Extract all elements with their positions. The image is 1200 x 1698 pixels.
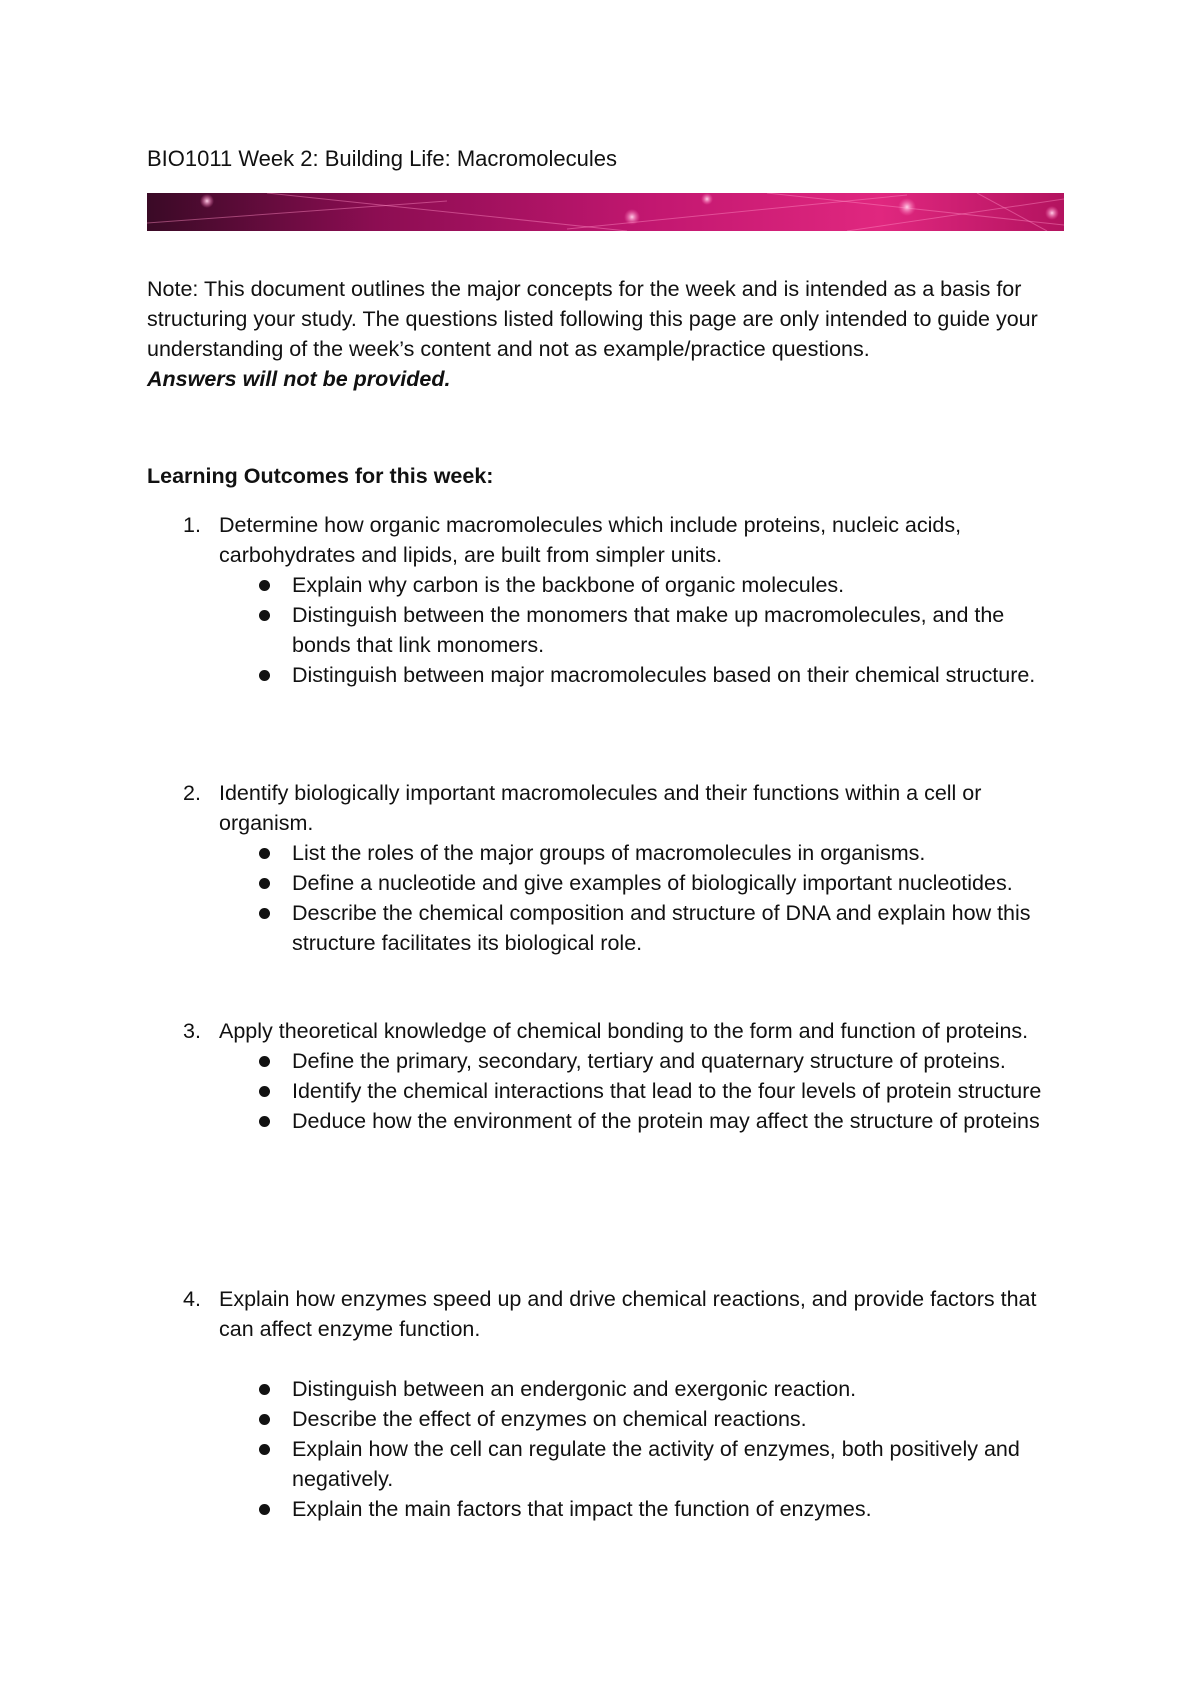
- bullet-icon: [259, 580, 270, 591]
- bullet-icon: [259, 848, 270, 859]
- list-item: List the roles of the major groups of macromolecules in organisms.: [147, 838, 1067, 868]
- bullet-icon: [259, 1086, 270, 1097]
- outcome-number: 1.: [183, 513, 201, 537]
- bullet-icon: [259, 1504, 270, 1515]
- outcome-text: Determine how organic macromolecules which include proteins, nucleic acids, carbohydrates and lipids, are built from simpler units.: [219, 513, 962, 567]
- list-item: Identify the chemical interactions that lead to the four levels of protein structure: [147, 1076, 1067, 1106]
- outcome-bullet-list: [147, 570, 1067, 690]
- learning-outcome-2: [147, 778, 1067, 958]
- bullet-icon: [259, 1444, 270, 1455]
- outcome-bullet-list: [147, 1046, 1067, 1136]
- bullet-icon: [259, 1414, 270, 1425]
- bullet-icon: [259, 1116, 270, 1127]
- outcome-bullet-list: [147, 838, 1067, 958]
- list-item: Define the primary, secondary, tertiary and quaternary structure of proteins.: [147, 1046, 1067, 1076]
- list-item: Distinguish between major macromolecules based on their chemical structure.: [147, 660, 1067, 690]
- list-item: Distinguish between the monomers that make up macromolecules, and the bonds that link monomers.: [147, 600, 1067, 660]
- bullet-icon: [259, 878, 270, 889]
- outcome-text: Apply theoretical knowledge of chemical bonding to the form and function of proteins.: [219, 1019, 1029, 1043]
- outcome-number: 4.: [183, 1287, 201, 1311]
- list-item: Explain why carbon is the backbone of organic molecules.: [147, 570, 1067, 600]
- note-emphasis: Answers will not be provided.: [147, 367, 451, 391]
- learning-outcome-3: [147, 1016, 1067, 1136]
- list-item: Distinguish between an endergonic and exergonic reaction.: [147, 1374, 1067, 1404]
- study-note: [147, 274, 1067, 394]
- bullet-icon: [259, 670, 270, 681]
- list-item: Describe the effect of enzymes on chemical reactions.: [147, 1404, 1067, 1434]
- bullet-icon: [259, 908, 270, 919]
- bullet-icon: [259, 1056, 270, 1067]
- bullet-icon: [259, 1384, 270, 1395]
- bullet-icon: [259, 610, 270, 621]
- outcome-text: Identify biologically important macromolecules and their functions within a cell or organism.: [219, 781, 982, 835]
- list-item: Describe the chemical composition and structure of DNA and explain how this structure facilitates its biological role.: [147, 898, 1067, 958]
- outcome-number: 2.: [183, 781, 201, 805]
- outcome-number: 3.: [183, 1019, 201, 1043]
- learning-outcomes-heading: Learning Outcomes for this week:: [147, 464, 494, 488]
- learning-outcome-4: [147, 1284, 1067, 1524]
- list-item: Define a nucleotide and give examples of biologically important nucleotides.: [147, 868, 1067, 898]
- list-item: Deduce how the environment of the protein may affect the structure of proteins: [147, 1106, 1067, 1136]
- list-item: Explain the main factors that impact the function of enzymes.: [147, 1494, 1067, 1524]
- page-title: BIO1011 Week 2: Building Life: Macromolecules: [147, 146, 617, 171]
- list-item: Explain how the cell can regulate the activity of enzymes, both positively and negatively.: [147, 1434, 1067, 1494]
- outcome-bullet-list: [147, 1374, 1067, 1524]
- header-banner-image: [147, 193, 1064, 231]
- learning-outcome-1: [147, 510, 1067, 690]
- outcome-text: Explain how enzymes speed up and drive chemical reactions, and provide factors that can affect enzyme function.: [219, 1287, 1037, 1341]
- note-text: Note: This document outlines the major concepts for the week and is intended as a basis for structuring your study. The questions listed following this page are only intended to guide your understanding of the week’s content and not as example/practice questions.: [147, 277, 1038, 361]
